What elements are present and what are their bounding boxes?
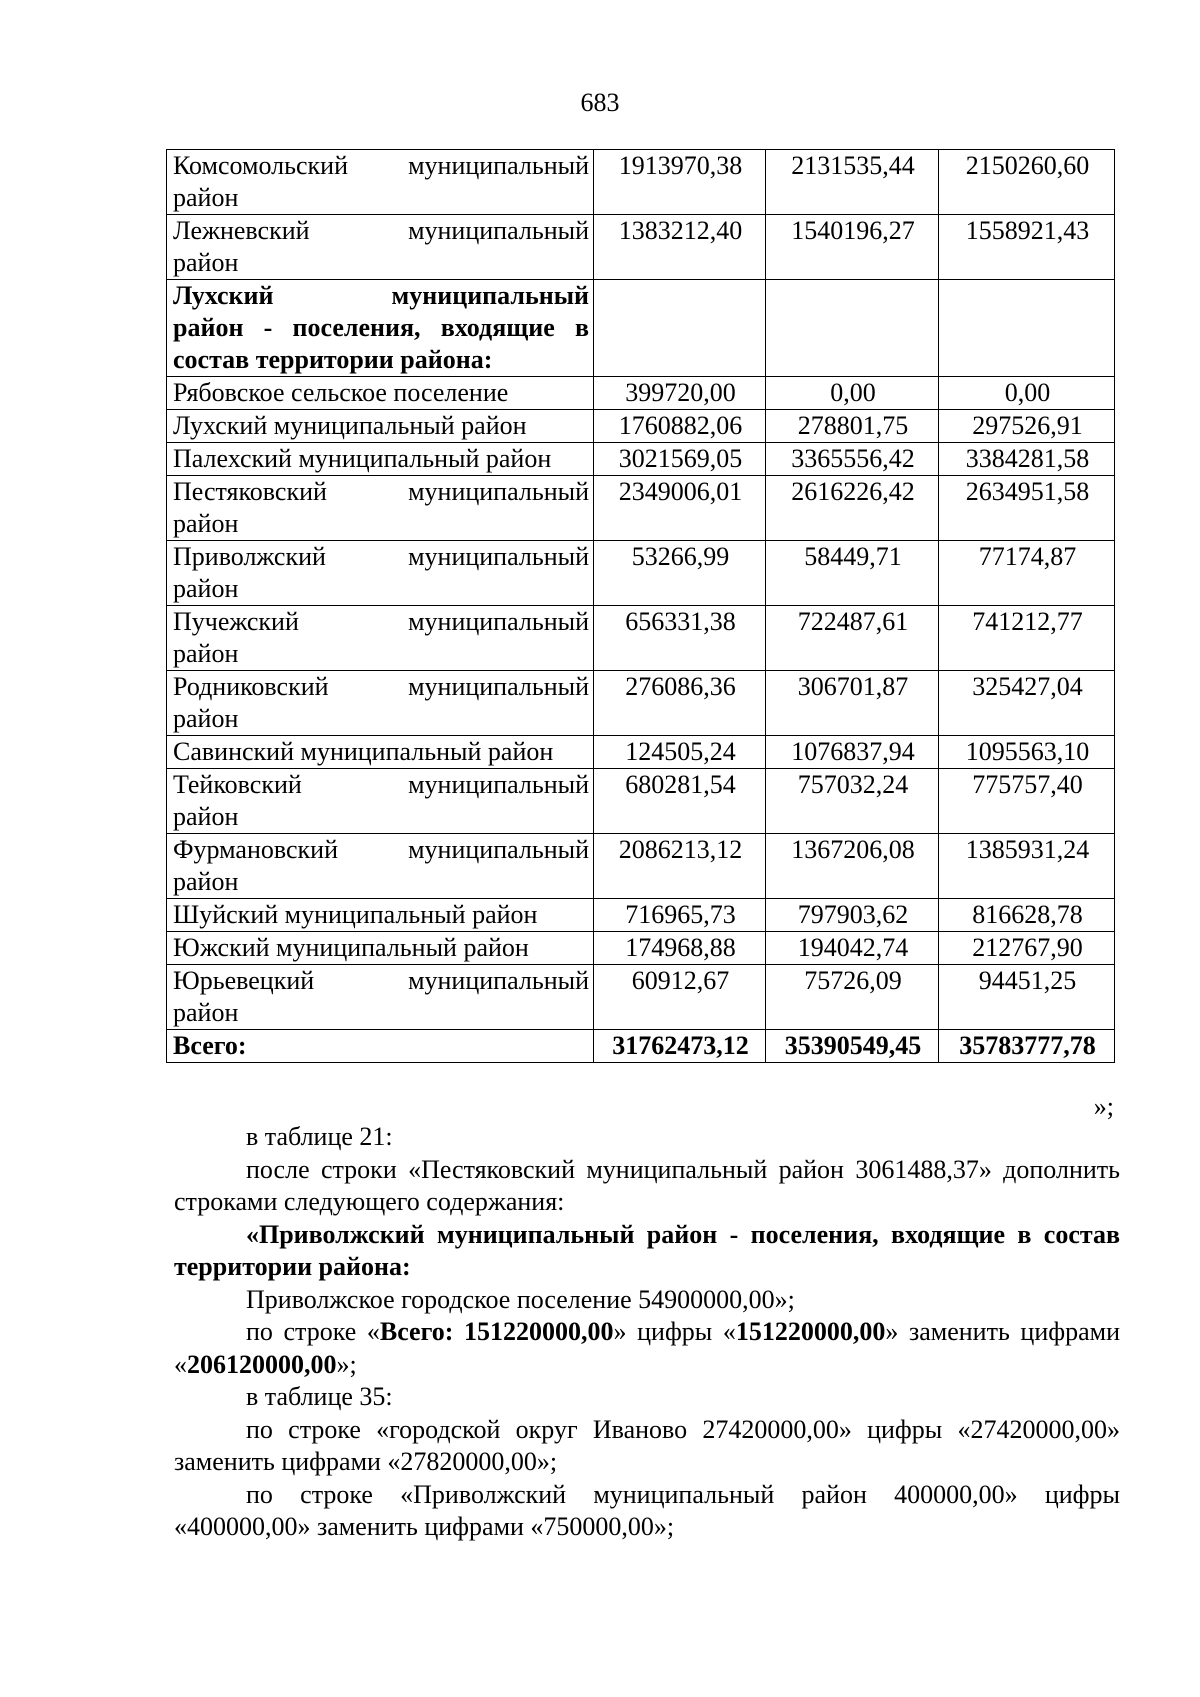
heading-line: состав территории района: [173,345,493,374]
paragraph: в таблице 21: [246,1122,393,1151]
value-cell: 1760882,06 [594,410,766,443]
value-cell: 276086,36 [594,671,766,736]
row-name-line: Юрьевецкий муниципальный [173,966,589,995]
value-cell: 174968,88 [594,932,766,965]
value-cell: 124505,24 [594,736,766,769]
row-name-line: район [173,867,239,896]
row-name-cell: Южский муниципальный район [167,932,594,965]
value-cell: 680281,54 [594,769,766,834]
table-row [167,899,1115,932]
section-heading-row [167,280,1115,377]
value-cell: 656331,38 [594,606,766,671]
table-row [167,606,1115,671]
value-cell: 2150260,60 [939,150,1115,215]
value-cell: 1367206,08 [766,834,939,899]
paragraph: после строки «Пестяковский муниципальный район 3061488,37» дополнить строками следующего содержания: [174,1154,1120,1216]
table-row [167,476,1115,541]
table-row [167,377,1115,410]
table-row [167,215,1115,280]
empty-cell [594,280,766,377]
value-cell: 2086213,12 [594,834,766,899]
value-cell: 716965,73 [594,899,766,932]
value-cell: 797903,62 [766,899,939,932]
table-row [167,671,1115,736]
paragraph-bold: «Приволжский муниципальный район - поселения, входящие в состав территории района: [174,1219,1120,1281]
value-cell: 278801,75 [766,410,939,443]
table-row [167,834,1115,899]
value-cell: 77174,87 [939,541,1115,606]
heading-line: район - поселения, входящие в [173,313,589,342]
value-cell: 2634951,58 [939,476,1115,541]
value-cell: 741212,77 [939,606,1115,671]
row-name-cell: Рябовское сельское поселение [167,377,594,410]
value-cell: 1540196,27 [766,215,939,280]
row-name-line: район [173,639,239,668]
value-cell: 3384281,58 [939,443,1115,476]
row-name-line: Тейковский муниципальный [173,770,589,799]
heading-line: Лухский муниципальный [173,281,589,310]
text-part: по строке « [246,1317,380,1346]
row-name-cell [167,834,594,899]
row-name-line: Пестяковский муниципальный [173,477,589,506]
value-cell: 1095563,10 [939,736,1115,769]
row-name-line: Пучежский муниципальный [173,607,589,636]
table-row [167,410,1115,443]
value-cell: 94451,25 [939,965,1115,1030]
paragraph: по строке «городской округ Иваново 27420000,00» цифры «27420000,00» заменить цифрами «27820000,00»; [174,1414,1120,1476]
paragraph: в таблице 35: [246,1382,393,1411]
total-value: 31762473,12 [594,1030,766,1063]
value-cell: 2349006,01 [594,476,766,541]
row-name-line: район [173,248,239,277]
row-name-line: район [173,574,239,603]
value-cell: 306701,87 [766,671,939,736]
row-name-cell [167,150,594,215]
value-cell: 399720,00 [594,377,766,410]
row-name-line: Приволжский муниципальный [173,542,589,571]
row-name-cell [167,965,594,1030]
total-label: Всего: [167,1030,594,1063]
row-name-cell [167,671,594,736]
page-number: 683 [580,88,620,117]
value-cell: 1383212,40 [594,215,766,280]
row-name-cell: Савинский муниципальный район [167,736,594,769]
text-part-bold: Всего: 151220000,00 [379,1317,614,1346]
row-name-line: район [173,998,239,1027]
row-name-line: Лежневский муниципальный [173,216,589,245]
row-name-cell: Шуйский муниципальный район [167,899,594,932]
table-row [167,150,1115,215]
row-name-cell [167,215,594,280]
budget-table [166,149,1115,1063]
row-name-cell [167,476,594,541]
paragraph: Приволжское городское поселение 54900000,00»; [246,1284,795,1314]
value-cell: 3021569,05 [594,443,766,476]
value-cell: 53266,99 [594,541,766,606]
value-cell: 775757,40 [939,769,1115,834]
text-part: » заменить цифрами « [174,1317,1120,1379]
value-cell: 0,00 [766,377,939,410]
text-part: » цифры « [613,1317,736,1346]
table-row [167,965,1115,1030]
value-cell: 325427,04 [939,671,1115,736]
paragraph [174,1316,1120,1381]
value-cell: 0,00 [939,377,1115,410]
row-name-cell: Палехский муниципальный район [167,443,594,476]
value-cell: 212767,90 [939,932,1115,965]
paragraph: по строке «Приволжский муниципальный район 400000,00» цифры «400000,00» заменить цифрами «750000,00»; [174,1479,1120,1541]
section-heading-cell [167,280,594,377]
amendment-text [174,1121,1120,1544]
value-cell: 75726,09 [766,965,939,1030]
text-part: »; [336,1349,357,1379]
table-row [167,769,1115,834]
value-cell: 2131535,44 [766,150,939,215]
table-row [167,443,1115,476]
row-name-cell: Лухский муниципальный район [167,410,594,443]
value-cell: 757032,24 [766,769,939,834]
row-name-line: Комсомольский муниципальный [173,151,589,180]
value-cell: 1076837,94 [766,736,939,769]
value-cell: 1913970,38 [594,150,766,215]
value-cell: 1558921,43 [939,215,1115,280]
value-cell: 297526,91 [939,410,1115,443]
value-cell: 3365556,42 [766,443,939,476]
empty-cell [766,280,939,377]
row-name-line: район [173,704,239,733]
value-cell: 816628,78 [939,899,1115,932]
total-row [167,1030,1115,1063]
total-value: 35783777,78 [939,1030,1115,1063]
value-cell: 2616226,42 [766,476,939,541]
row-name-cell [167,769,594,834]
total-value: 35390549,45 [766,1030,939,1063]
text-part-bold: 151220000,00 [735,1317,886,1346]
row-name-line: район [173,183,239,212]
empty-cell [939,280,1115,377]
row-name-line: Фурмановский муниципальный [173,835,589,864]
value-cell: 194042,74 [766,932,939,965]
row-name-line: район [173,509,239,538]
row-name-line: район [173,802,239,831]
value-cell: 722487,61 [766,606,939,671]
row-name-cell [167,541,594,606]
value-cell: 60912,67 [594,965,766,1030]
row-name-cell [167,606,594,671]
value-cell: 58449,71 [766,541,939,606]
table-row [167,541,1115,606]
table-row [167,932,1115,965]
text-part-bold: 206120000,00 [187,1349,337,1379]
table-row [167,736,1115,769]
value-cell: 1385931,24 [939,834,1115,899]
closing-quote: »; [1093,1092,1114,1121]
row-name-line: Родниковский муниципальный [173,672,589,701]
